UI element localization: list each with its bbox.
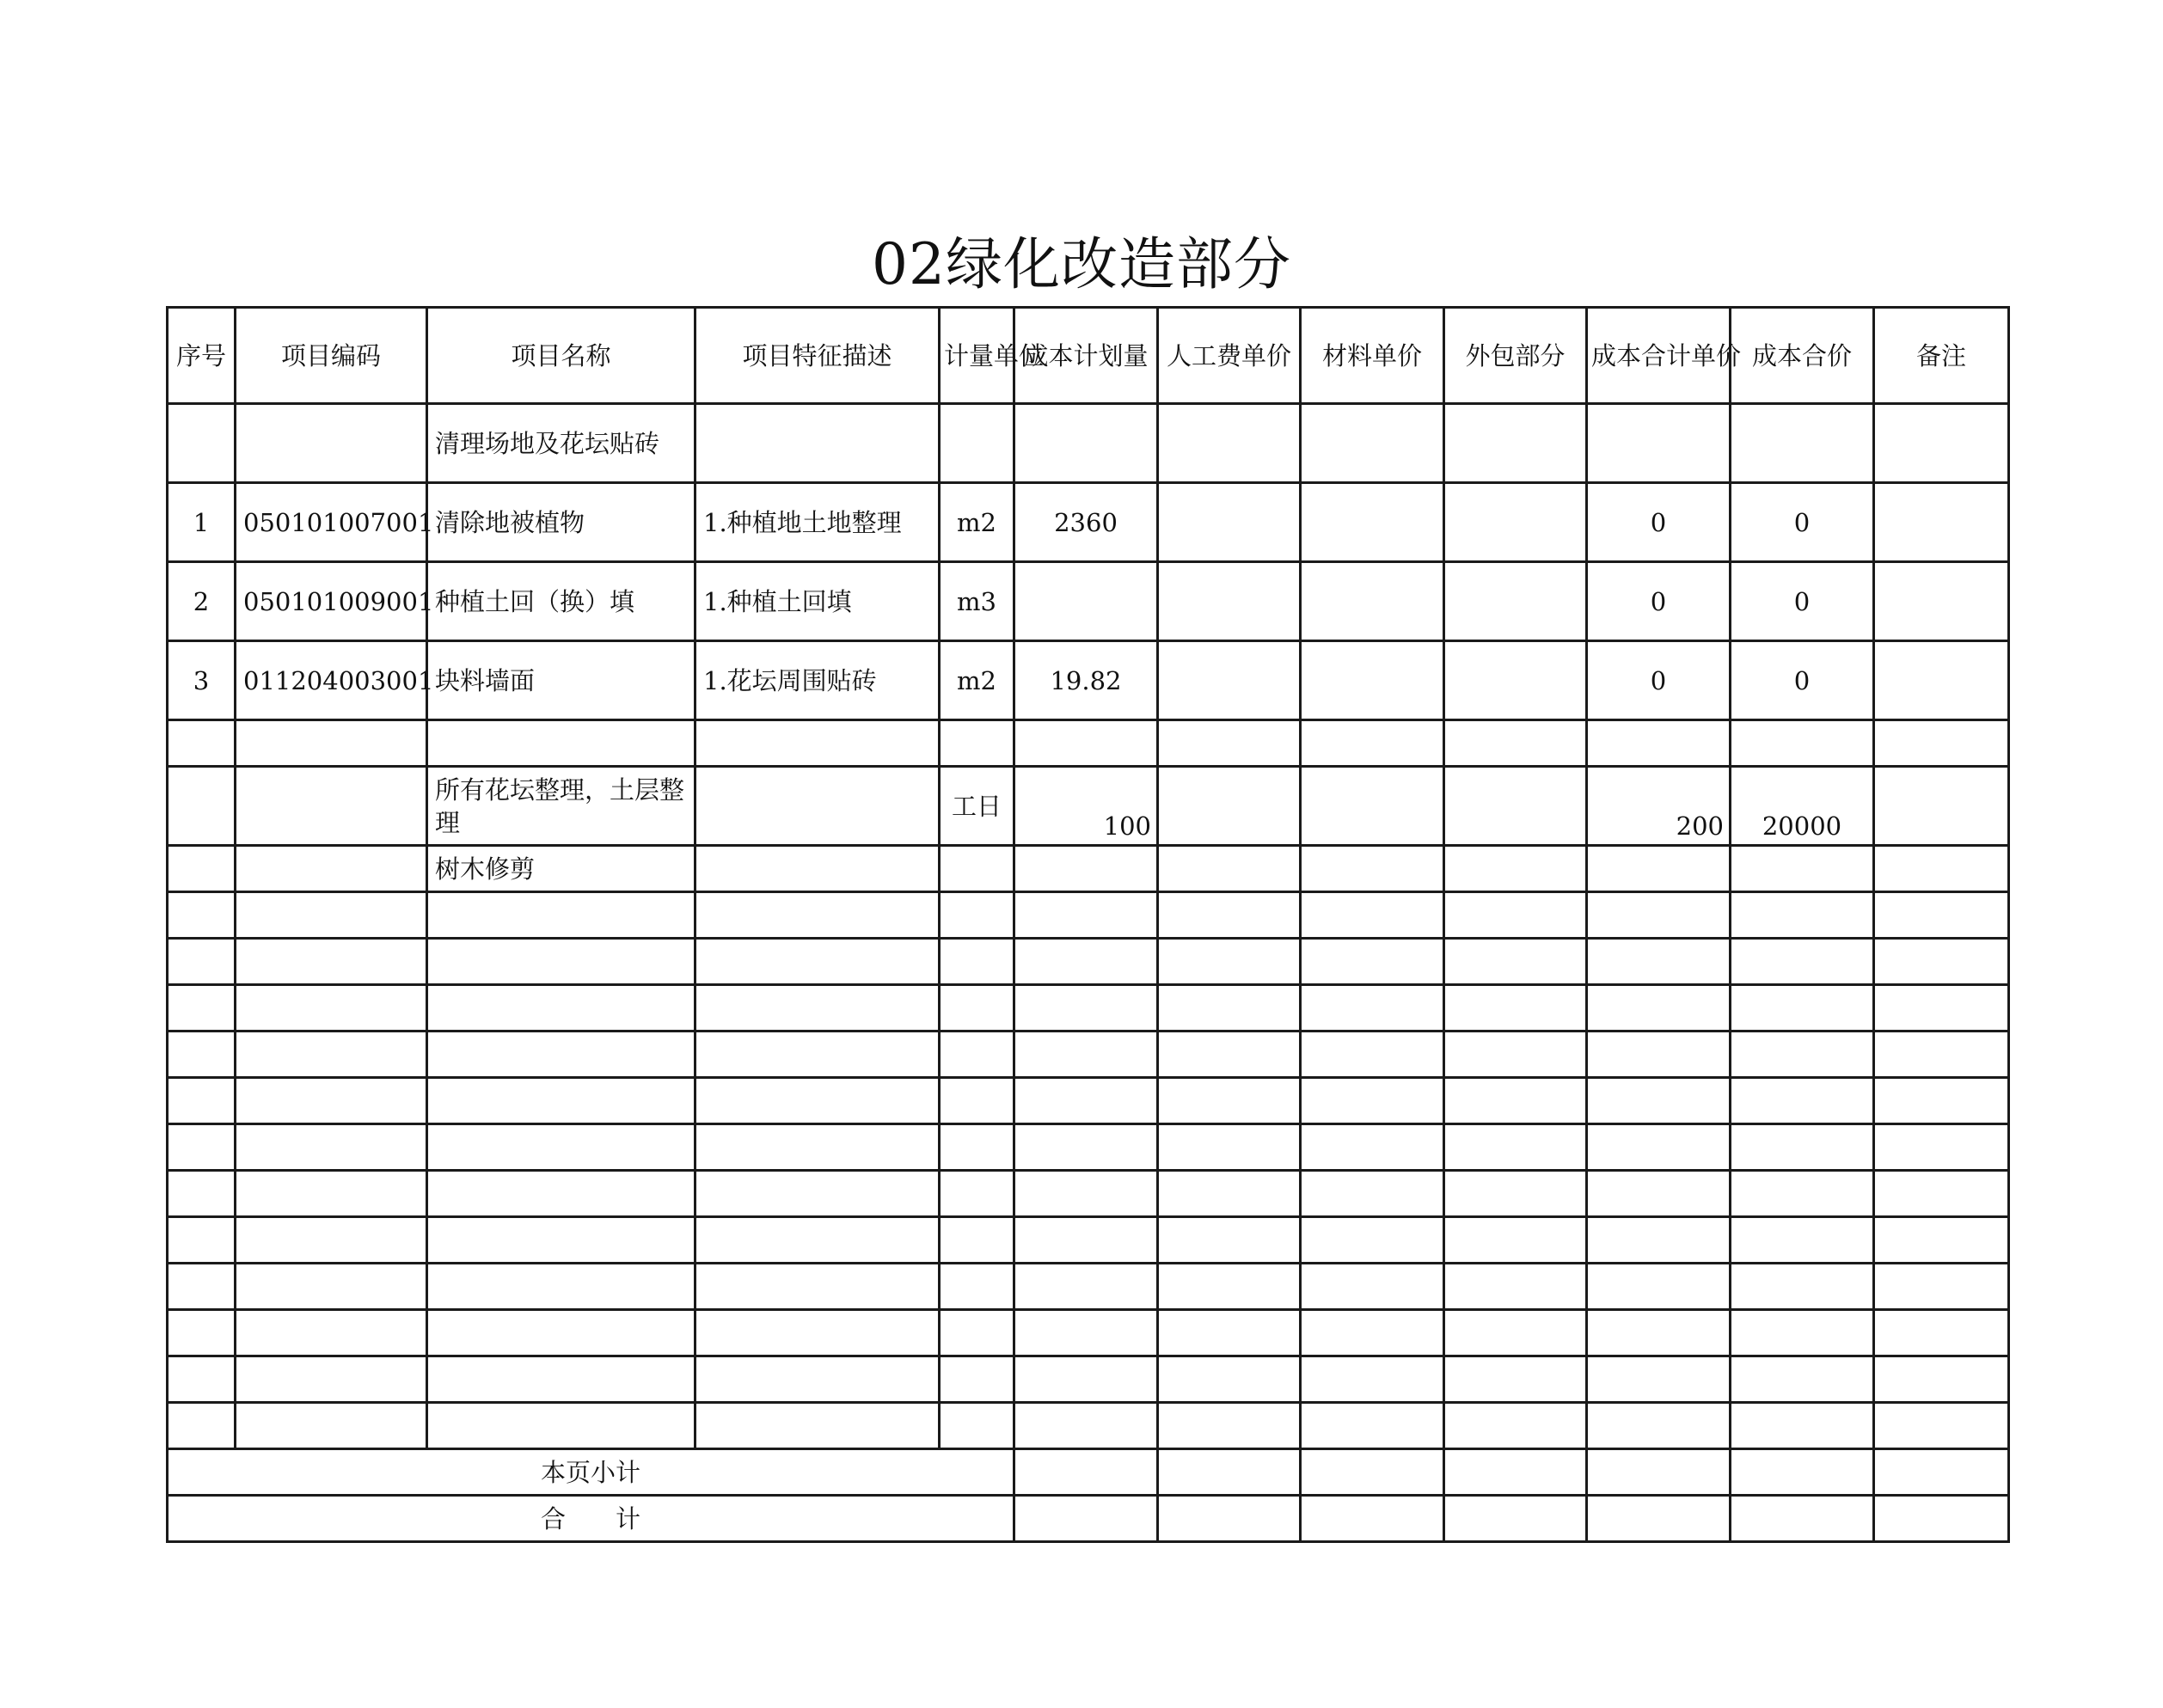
header-cell-qty[interactable]: 成本计划量 [1014, 308, 1158, 404]
cell[interactable] [695, 1403, 940, 1449]
extra-unit-cell[interactable]: 工日 [940, 767, 1014, 846]
extra-unit-total-cell[interactable]: 200 [1587, 767, 1731, 846]
cell[interactable] [1587, 1449, 1731, 1496]
qty-cell[interactable] [1014, 562, 1158, 641]
code-cell[interactable]: 050101007001 [236, 483, 427, 562]
cell[interactable] [940, 1403, 1014, 1449]
labor-cell[interactable] [1158, 562, 1301, 641]
cell[interactable] [1301, 1124, 1444, 1171]
cell[interactable] [168, 1356, 236, 1403]
cell[interactable] [427, 1078, 695, 1124]
cell[interactable] [695, 939, 940, 985]
cell[interactable] [1014, 1403, 1158, 1449]
cell[interactable] [1301, 1449, 1444, 1496]
cell[interactable] [695, 1310, 940, 1356]
unit-total-cell[interactable]: 0 [1587, 641, 1731, 720]
cell[interactable] [168, 985, 236, 1032]
empty-row [168, 1078, 2009, 1124]
cell[interactable] [1874, 767, 2009, 846]
seq-cell[interactable]: 2 [168, 562, 236, 641]
seq-cell[interactable]: 3 [168, 641, 236, 720]
cell[interactable] [1301, 767, 1444, 846]
cell[interactable] [940, 1310, 1014, 1356]
cell[interactable] [427, 1217, 695, 1264]
cell[interactable] [1158, 1124, 1301, 1171]
cell[interactable] [236, 846, 427, 892]
cell[interactable] [168, 1310, 236, 1356]
labor-cell[interactable] [1158, 641, 1301, 720]
cell[interactable] [1301, 892, 1444, 939]
cell[interactable] [168, 1403, 236, 1449]
cell[interactable] [1014, 985, 1158, 1032]
cell[interactable] [1014, 1217, 1158, 1264]
unit-cell[interactable]: m3 [940, 562, 1014, 641]
extra-total-cell[interactable]: 20000 [1731, 767, 1874, 846]
cell[interactable] [236, 1124, 427, 1171]
seq-cell[interactable]: 1 [168, 483, 236, 562]
cell[interactable] [1587, 1496, 1731, 1542]
cell[interactable] [1587, 1217, 1731, 1264]
empty-row [168, 1264, 2009, 1310]
cell[interactable] [1874, 846, 2009, 892]
cell[interactable] [940, 404, 1014, 483]
cell[interactable] [695, 720, 940, 767]
cell[interactable] [236, 1171, 427, 1217]
cell[interactable] [1158, 1217, 1301, 1264]
cell[interactable] [236, 1217, 427, 1264]
cell[interactable] [695, 1264, 940, 1310]
desc-cell[interactable]: 1.花坛周围贴砖 [695, 641, 940, 720]
header-cell-note[interactable]: 备注 [1874, 308, 2009, 404]
cell[interactable] [695, 892, 940, 939]
cell[interactable] [940, 846, 1014, 892]
cell[interactable] [1587, 985, 1731, 1032]
cell[interactable] [1731, 1403, 1874, 1449]
unit-total-cell[interactable]: 0 [1587, 483, 1731, 562]
cell[interactable] [695, 1032, 940, 1078]
cell[interactable] [1874, 1356, 2009, 1403]
header-cell-code[interactable]: 项目编码 [236, 308, 427, 404]
cell[interactable] [1731, 1032, 1874, 1078]
material-cell[interactable] [1301, 562, 1444, 641]
cell[interactable] [1158, 1171, 1301, 1217]
cell[interactable] [1014, 1264, 1158, 1310]
cell[interactable] [1014, 1310, 1158, 1356]
name-cell[interactable]: 块料墙面 [427, 641, 695, 720]
cell[interactable] [1301, 1217, 1444, 1264]
cell[interactable] [1158, 985, 1301, 1032]
cell[interactable] [695, 404, 940, 483]
cell[interactable] [940, 1264, 1014, 1310]
cell[interactable] [1301, 1171, 1444, 1217]
extra-qty-cell[interactable]: 100 [1014, 767, 1158, 846]
cell[interactable] [1014, 1449, 1158, 1496]
cell[interactable] [1587, 892, 1731, 939]
cost-table [166, 306, 2010, 1543]
note-cell[interactable] [1874, 562, 2009, 641]
outsource-cell[interactable] [1444, 483, 1587, 562]
total-cell[interactable]: 0 [1731, 562, 1874, 641]
cell[interactable] [1444, 1356, 1587, 1403]
cell[interactable] [1731, 404, 1874, 483]
cell[interactable] [1301, 939, 1444, 985]
total-row [168, 1496, 2009, 1542]
cell[interactable] [427, 1310, 695, 1356]
cell[interactable] [1014, 1124, 1158, 1171]
cell[interactable] [1587, 720, 1731, 767]
table-row [168, 483, 2009, 562]
cell[interactable] [940, 1032, 1014, 1078]
cell[interactable] [1158, 939, 1301, 985]
cell[interactable] [695, 1124, 940, 1171]
empty-row [168, 892, 2009, 939]
cell[interactable] [236, 1403, 427, 1449]
cell[interactable] [427, 939, 695, 985]
cell[interactable] [1301, 846, 1444, 892]
cell[interactable] [1301, 1032, 1444, 1078]
cell[interactable] [168, 1171, 236, 1217]
cell[interactable] [1874, 1171, 2009, 1217]
desc-cell[interactable]: 1.种植地土地整理 [695, 483, 940, 562]
tree-row [168, 846, 2009, 892]
cell[interactable] [1587, 1032, 1731, 1078]
cell[interactable] [1731, 1449, 1874, 1496]
cell[interactable] [1874, 404, 2009, 483]
cell[interactable] [236, 767, 427, 846]
empty-row [168, 1310, 2009, 1356]
cell[interactable] [1587, 1171, 1731, 1217]
cell[interactable] [1014, 404, 1158, 483]
cell[interactable] [427, 985, 695, 1032]
cell[interactable] [1444, 985, 1587, 1032]
total-label: 合 计 [168, 1496, 1014, 1542]
material-cell[interactable] [1301, 483, 1444, 562]
cell[interactable] [695, 1078, 940, 1124]
cell[interactable] [1014, 1171, 1158, 1217]
cell[interactable] [168, 1032, 236, 1078]
header-cell-outsource[interactable]: 外包部分 [1444, 308, 1587, 404]
cell[interactable] [1874, 1078, 2009, 1124]
cell[interactable] [1587, 1403, 1731, 1449]
cell[interactable] [1874, 1449, 2009, 1496]
cell[interactable] [1158, 404, 1301, 483]
cell[interactable] [1874, 1264, 2009, 1310]
header-cell-name[interactable]: 项目名称 [427, 308, 695, 404]
empty-row [168, 1403, 2009, 1449]
cell[interactable] [1587, 1310, 1731, 1356]
cell[interactable] [1158, 1310, 1301, 1356]
cell[interactable] [1731, 846, 1874, 892]
cell[interactable] [168, 1264, 236, 1310]
empty-row [168, 1124, 2009, 1171]
cell[interactable] [168, 1124, 236, 1171]
header-cell-unit-total[interactable]: 成本合计单价 [1587, 308, 1731, 404]
cell[interactable] [168, 1217, 236, 1264]
cell[interactable] [940, 1078, 1014, 1124]
cell[interactable] [1444, 1078, 1587, 1124]
cell[interactable] [427, 1264, 695, 1310]
cell[interactable] [1731, 1124, 1874, 1171]
cell[interactable] [1301, 985, 1444, 1032]
header-cell-unit[interactable]: 计量单位 [940, 308, 1014, 404]
cell[interactable] [1587, 846, 1731, 892]
section-row [168, 404, 2009, 483]
cell[interactable] [695, 846, 940, 892]
cell[interactable] [1444, 767, 1587, 846]
cell[interactable] [236, 720, 427, 767]
cell[interactable] [168, 404, 236, 483]
cell[interactable] [1014, 1356, 1158, 1403]
cell[interactable] [940, 1171, 1014, 1217]
cell[interactable] [1444, 1496, 1587, 1542]
cell[interactable] [236, 985, 427, 1032]
cell[interactable] [236, 939, 427, 985]
name-cell[interactable]: 清除地被植物 [427, 483, 695, 562]
cell[interactable] [1731, 892, 1874, 939]
cell[interactable] [1444, 1217, 1587, 1264]
cell[interactable] [695, 1171, 940, 1217]
cell[interactable] [168, 892, 236, 939]
cell[interactable] [236, 1356, 427, 1403]
outsource-cell[interactable] [1444, 641, 1587, 720]
desc-cell[interactable]: 1.种植土回填 [695, 562, 940, 641]
cell[interactable] [236, 1078, 427, 1124]
cell[interactable] [427, 1171, 695, 1217]
cell[interactable] [1444, 892, 1587, 939]
cell[interactable] [1158, 1449, 1301, 1496]
table-row [168, 641, 2009, 720]
cell[interactable] [1874, 1310, 2009, 1356]
cell[interactable] [1301, 720, 1444, 767]
cell[interactable] [1874, 1032, 2009, 1078]
cell[interactable] [1731, 1356, 1874, 1403]
header-cell-total[interactable]: 成本合价 [1731, 308, 1874, 404]
empty-row [168, 720, 2009, 767]
cell[interactable] [1444, 939, 1587, 985]
cell[interactable] [940, 939, 1014, 985]
cell[interactable] [236, 892, 427, 939]
cell[interactable] [1301, 1264, 1444, 1310]
cell[interactable] [1874, 985, 2009, 1032]
cell[interactable] [1731, 1264, 1874, 1310]
cell[interactable] [168, 1078, 236, 1124]
header-cell-material[interactable]: 材料单价 [1301, 308, 1444, 404]
cell[interactable] [1587, 1078, 1731, 1124]
cell[interactable] [168, 939, 236, 985]
section-name-cell[interactable]: 清理场地及花坛贴砖 [427, 404, 695, 483]
cell[interactable] [1874, 1217, 2009, 1264]
cell[interactable] [940, 1217, 1014, 1264]
cell[interactable] [1587, 404, 1731, 483]
cell[interactable] [1444, 404, 1587, 483]
note-cell[interactable] [1874, 641, 2009, 720]
subtotal-row [168, 1449, 2009, 1496]
cell[interactable] [1301, 1310, 1444, 1356]
labor-cell[interactable] [1158, 483, 1301, 562]
total-cell[interactable]: 0 [1731, 641, 1874, 720]
cell[interactable] [236, 1264, 427, 1310]
cell[interactable] [1301, 404, 1444, 483]
empty-row [168, 939, 2009, 985]
sheet-title: 02绿化改造部分 [872, 231, 1291, 297]
header-cell-labor[interactable]: 人工费单价 [1158, 308, 1301, 404]
header-cell-seq[interactable]: 序号 [168, 308, 236, 404]
cell[interactable] [1731, 1171, 1874, 1217]
cell[interactable] [1014, 1496, 1158, 1542]
cell[interactable] [695, 985, 940, 1032]
cell[interactable] [1874, 892, 2009, 939]
cell[interactable] [1444, 1449, 1587, 1496]
cell[interactable] [168, 720, 236, 767]
cell[interactable] [427, 892, 695, 939]
cell[interactable] [236, 1310, 427, 1356]
cell[interactable] [1158, 1264, 1301, 1310]
cell[interactable] [1444, 1403, 1587, 1449]
subtotal-label: 本页小计 [168, 1449, 1014, 1496]
cell[interactable] [1301, 1078, 1444, 1124]
empty-row [168, 1032, 2009, 1078]
cell[interactable] [1158, 1356, 1301, 1403]
cell[interactable] [1301, 1403, 1444, 1449]
cell[interactable] [1444, 720, 1587, 767]
cell[interactable] [1014, 1078, 1158, 1124]
cell[interactable] [695, 767, 940, 846]
cell[interactable] [1158, 1496, 1301, 1542]
cell[interactable] [1014, 939, 1158, 985]
note-cell[interactable] [1874, 483, 2009, 562]
cell[interactable] [1587, 1264, 1731, 1310]
cell[interactable] [1874, 1403, 2009, 1449]
cell[interactable] [427, 1124, 695, 1171]
cell[interactable] [940, 1124, 1014, 1171]
cell[interactable] [1014, 846, 1158, 892]
unit-cell[interactable]: m2 [940, 641, 1014, 720]
cell[interactable] [1014, 1032, 1158, 1078]
cell[interactable] [1158, 1032, 1301, 1078]
empty-row [168, 1171, 2009, 1217]
cell[interactable] [1731, 720, 1874, 767]
material-cell[interactable] [1301, 641, 1444, 720]
cell[interactable] [940, 720, 1014, 767]
cell[interactable] [1014, 892, 1158, 939]
extra-row [168, 767, 2009, 846]
extra-name-cell[interactable]: 所有花坛整理，土层整理 [427, 767, 695, 846]
cell[interactable] [695, 1356, 940, 1403]
unit-total-cell[interactable]: 0 [1587, 562, 1731, 641]
cell[interactable] [1874, 1124, 2009, 1171]
cell[interactable] [427, 1356, 695, 1403]
cell[interactable] [1158, 720, 1301, 767]
cell[interactable] [236, 1032, 427, 1078]
qty-cell[interactable]: 19.82 [1014, 641, 1158, 720]
cell[interactable] [1731, 939, 1874, 985]
cell[interactable] [427, 1403, 695, 1449]
cell[interactable] [1444, 846, 1587, 892]
cell[interactable] [1444, 1264, 1587, 1310]
cell[interactable] [1731, 1078, 1874, 1124]
cell[interactable] [1587, 939, 1731, 985]
cell[interactable] [940, 892, 1014, 939]
cell[interactable] [940, 985, 1014, 1032]
qty-cell[interactable]: 2360 [1014, 483, 1158, 562]
cell[interactable] [1731, 1310, 1874, 1356]
cell[interactable] [427, 1032, 695, 1078]
outsource-cell[interactable] [1444, 562, 1587, 641]
cell[interactable] [1014, 720, 1158, 767]
cell[interactable] [1158, 1078, 1301, 1124]
cell[interactable] [1874, 1496, 2009, 1542]
cell[interactable] [1587, 1356, 1731, 1403]
header-cell-desc[interactable]: 项目特征描述 [695, 308, 940, 404]
cell[interactable] [1158, 892, 1301, 939]
cell[interactable] [1444, 1032, 1587, 1078]
cell[interactable] [168, 846, 236, 892]
cell[interactable] [1874, 720, 2009, 767]
cell[interactable] [1731, 1496, 1874, 1542]
empty-row [168, 985, 2009, 1032]
cell[interactable] [1158, 846, 1301, 892]
cell[interactable] [695, 1217, 940, 1264]
cell[interactable] [427, 720, 695, 767]
total-cell[interactable]: 0 [1731, 483, 1874, 562]
cell[interactable] [236, 404, 427, 483]
cell[interactable] [1444, 1310, 1587, 1356]
cell[interactable] [1301, 1356, 1444, 1403]
empty-row [168, 1356, 2009, 1403]
cell[interactable] [940, 1356, 1014, 1403]
cell[interactable] [1731, 1217, 1874, 1264]
tree-name-cell[interactable]: 树木修剪 [427, 846, 695, 892]
cell[interactable] [168, 767, 236, 846]
cell[interactable] [1444, 1171, 1587, 1217]
empty-row [168, 1217, 2009, 1264]
name-cell[interactable]: 种植土回（换）填 [427, 562, 695, 641]
cell[interactable] [1587, 1124, 1731, 1171]
cell[interactable] [1158, 767, 1301, 846]
code-cell[interactable]: 050101009001 [236, 562, 427, 641]
cell[interactable] [1731, 985, 1874, 1032]
header-row [168, 308, 2009, 404]
code-cell[interactable]: 011204003001 [236, 641, 427, 720]
cell[interactable] [1874, 939, 2009, 985]
cell[interactable] [1301, 1496, 1444, 1542]
table-row [168, 562, 2009, 641]
cell[interactable] [1158, 1403, 1301, 1449]
cell[interactable] [1444, 1124, 1587, 1171]
unit-cell[interactable]: m2 [940, 483, 1014, 562]
